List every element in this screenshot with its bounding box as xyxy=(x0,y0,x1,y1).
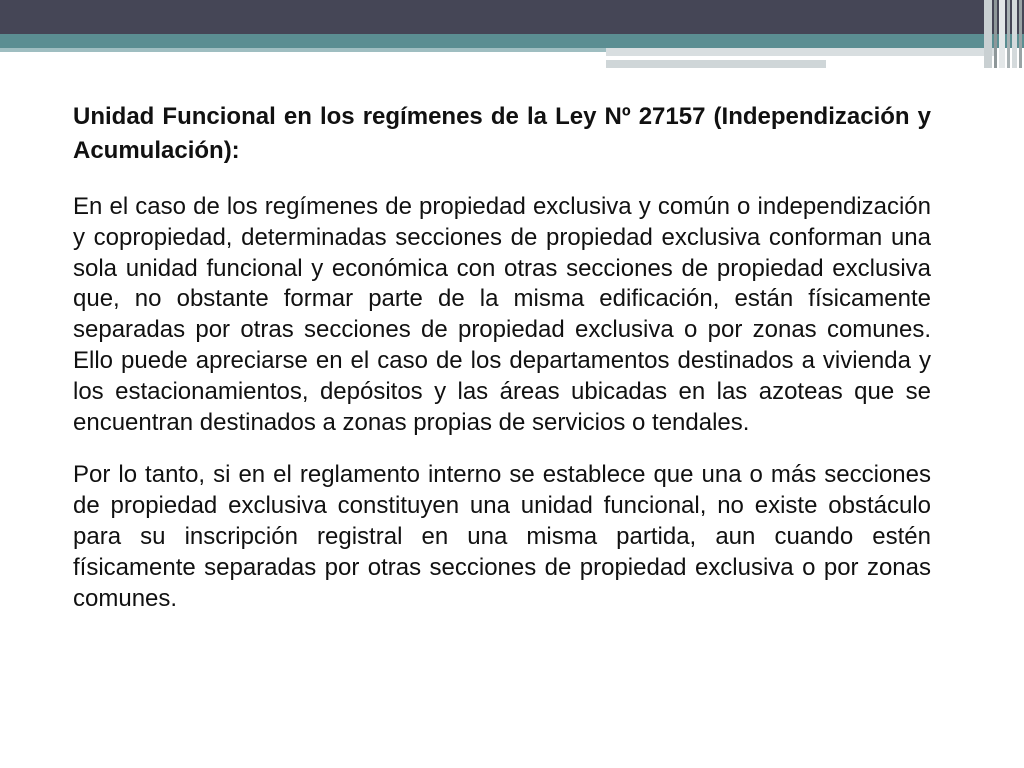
header-stripe xyxy=(1019,0,1022,68)
slide-heading: Unidad Funcional en los regímenes de la Ley Nº 27157 (Independización y Acumulación): xyxy=(73,103,931,164)
header-band-teal xyxy=(0,34,1024,48)
header-stripe xyxy=(999,0,1005,68)
body-paragraph-1: En el caso de los regímenes de propiedad exclusiva y común o independización y copropiedad, determinadas secciones de propiedad exclusiva conforman una sola unidad funcional y económica con otras secciones de propiedad exclusiva que, no obstante formar parte de la misma edificación, están físicamente separadas por otras secciones de propiedad exclusiva o por zonas comunes. Ello puede apreciarse en el caso de los departamentos destinados a vivienda y los estacionamientos, depósitos y las áreas ubicadas en las azoteas que se encuentran destinados a zonas propias de servicios o tendales. xyxy=(73,193,931,436)
slide-content xyxy=(73,100,931,614)
header-stripe xyxy=(984,0,992,68)
header-band-grey-short xyxy=(606,60,826,68)
header-stripe xyxy=(994,0,997,68)
body-paragraph-2: Por lo tanto, si en el reglamento interno se establece que una o más secciones de propiedad exclusiva constituyen una unidad funcional, no existe obstáculo para su inscripción registral en una misma partida, aun cuando estén físicamente separadas por otras secciones de propiedad exclusiva o por zonas comunes. xyxy=(73,461,931,612)
header-stripe xyxy=(1012,0,1017,68)
header-band-dark xyxy=(0,0,1024,34)
header-band-grey xyxy=(606,48,996,56)
header-band-light-teal xyxy=(0,48,606,52)
header-band-divider xyxy=(606,56,946,58)
header-stripe xyxy=(1007,0,1010,68)
